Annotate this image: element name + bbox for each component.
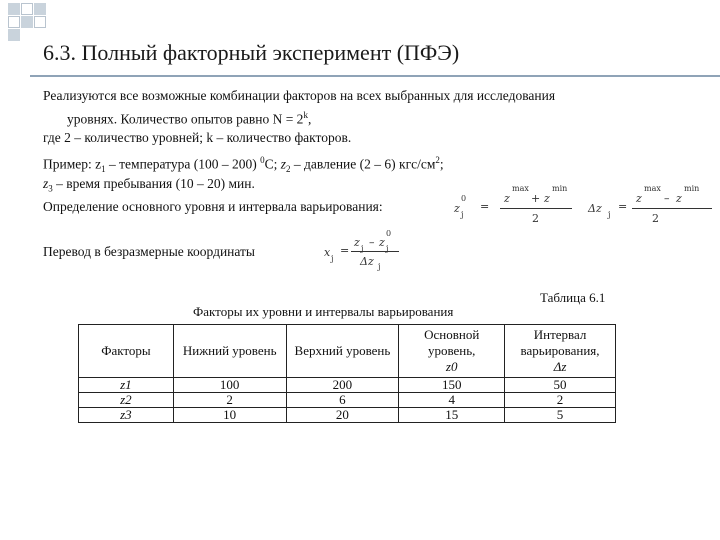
table-label: Таблица 6.1 bbox=[540, 290, 606, 305]
table-cell: 4 bbox=[399, 393, 505, 408]
paragraph-line-7: Перевод в безразмерные координаты bbox=[43, 244, 256, 259]
title-divider bbox=[30, 75, 720, 77]
table-header-row bbox=[79, 325, 616, 378]
header-lower-level: Нижний уровень bbox=[173, 325, 286, 378]
dimensionless-formula: x j = z j – z 0 j Δz j bbox=[318, 230, 408, 272]
header-upper-level: Верхний уровень bbox=[286, 325, 399, 378]
table-cell: z3 bbox=[79, 408, 174, 423]
table-cell: z2 bbox=[79, 393, 174, 408]
table-cell: 10 bbox=[173, 408, 286, 423]
table-cell: 50 bbox=[505, 378, 616, 393]
table-cell: 150 bbox=[399, 378, 505, 393]
slide-title: 6.3. Полный факторный эксперимент (ПФЭ) bbox=[43, 40, 460, 65]
header-interval: Интервал варьирования, Δz bbox=[505, 325, 616, 378]
paragraph-line-6: Определение основного уровня и интервала варьирования: bbox=[43, 199, 383, 214]
table-row bbox=[79, 393, 616, 408]
example-line-2: $z_3$ – время пребывания (10 – 20) мин. bbox=[43, 176, 255, 194]
paragraph-line-1: Реализуются все возможные комбинации факторов на всех выбранных для исследования bbox=[43, 88, 556, 103]
table-cell: 200 bbox=[286, 378, 399, 393]
table-row bbox=[79, 378, 616, 393]
table-cell: z1 bbox=[79, 378, 174, 393]
header-factors: Факторы bbox=[79, 325, 174, 378]
table-cell: 15 bbox=[399, 408, 505, 423]
table-cell: 100 bbox=[173, 378, 286, 393]
header-base-level: Основной уровень, z0 bbox=[399, 325, 505, 378]
example-line: Пример: $z_1$ – температура (100 – 200) $^0$C; $z_2$ – давление (2 – 6) кгс/$см^2$; bbox=[43, 155, 444, 175]
table-row bbox=[79, 408, 616, 423]
table-caption: Факторы их уровни и интервалы варьирования bbox=[193, 304, 454, 319]
table-cell: 20 bbox=[286, 408, 399, 423]
table-cell: 2 bbox=[505, 393, 616, 408]
paragraph-line-3: где 2 – количество уровней; k – количество факторов. bbox=[43, 130, 352, 145]
factor-levels-table bbox=[78, 324, 616, 423]
table-cell: 5 bbox=[505, 408, 616, 423]
table-cell: 6 bbox=[286, 393, 399, 408]
paragraph-line-2: уровнях. Количество опытов равно $N = 2^k$, bbox=[67, 110, 312, 127]
base-level-formula: z 0 j = z max + z min 2 bbox=[440, 180, 580, 230]
interval-formula: Δz j = z max – z min 2 bbox=[588, 180, 716, 230]
table-cell: 2 bbox=[173, 393, 286, 408]
